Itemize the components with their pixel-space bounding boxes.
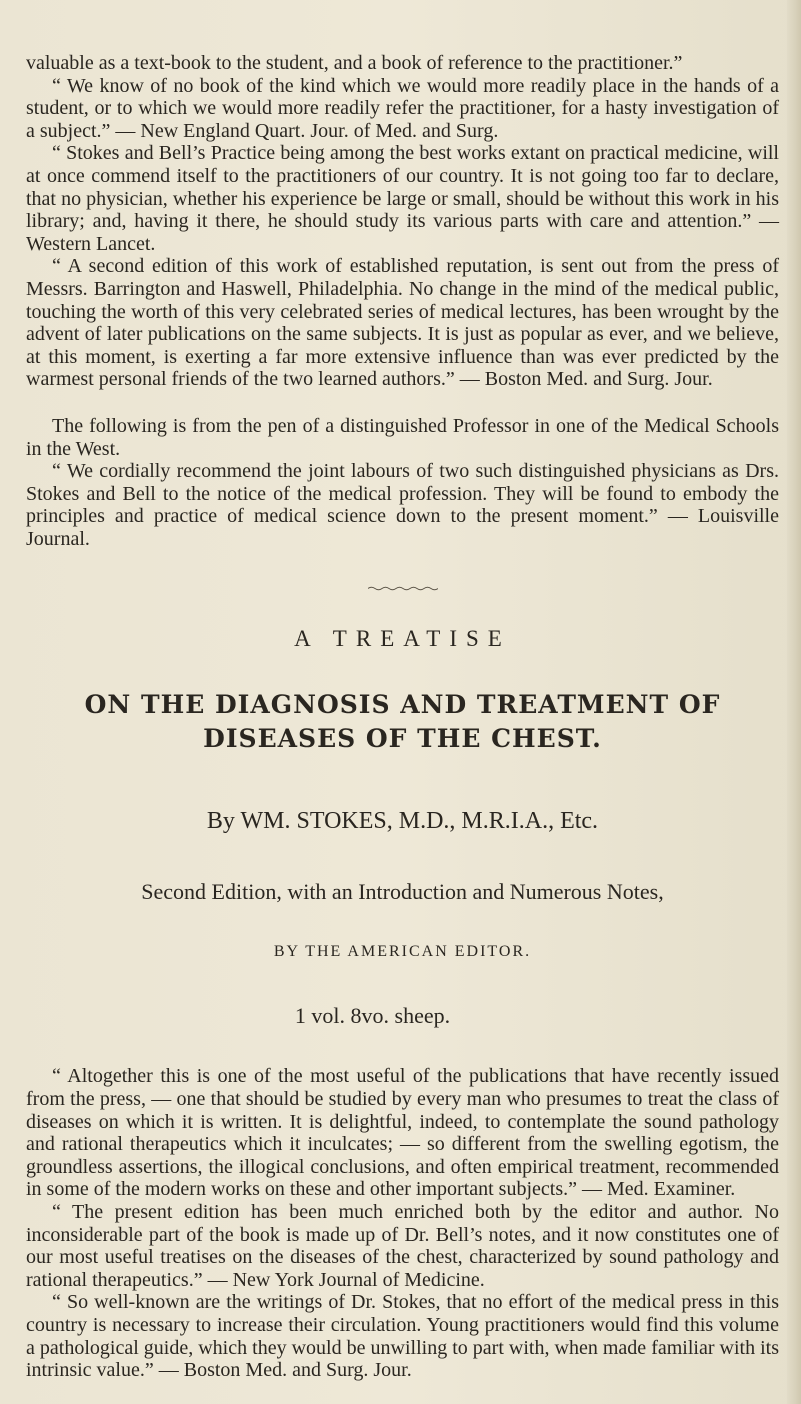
professor-intro: The following is from the pen of a distinguished Professor in one of the Medical Schools in the West.: [26, 414, 779, 460]
review-louisville: “ We cordially recommend the joint labours of two such distinguished physicians as Drs. Stokes and Bell to the notice of the medical profession. They will be found to embody the principles and practice of medical science down to the present moment.” — Louisville Journal.: [26, 460, 779, 550]
american-editor-line: BY THE AMERICAN EDITOR.: [273, 943, 532, 961]
section-heading: A TREATISE: [294, 626, 511, 652]
review-new-york: “ The present edition has been much enriched both by the editor and author. No inconsiderable part of the book is made up of Dr. Bell’s notes, and it now constitutes one of our most useful treatises on the diseases of the chest, characterized by sound pathology and rational therapeutics.” — New York Journal of Medicine.: [26, 1201, 779, 1291]
volume-line: 1 vol. 8vo. sheep.: [294, 1003, 451, 1029]
review-boston-1: “ A second edition of this work of established reputation, is sent out from the press of Messrs. Barrington and Haswell, Philadelphia. No change in the mind of the medical public, touching the worth of this very celebrated series of medical lectures, has been wrought by the advent of later publications on the same subjects. It is just as popular as ever, and we believe, at this moment, is exerting a far more extensive influence than was ever predicted by the warmest personal friends of the two learned authors.” — Boston Med. and Surg. Jour.: [26, 255, 779, 391]
divider-ornament: [368, 586, 438, 591]
review-med-examiner: “ Altogether this is one of the most useful of the publications that have recently issued from the press, — one that should be studied by every man who presumes to treat the class of diseases on which it is written. It is delightful, indeed, to contemplate the sound pathology and rational therapeutics which it inculcates; — so different from the swelling egotism, the groundless assertions, the illogical conclusions, and often empirical treatment, recommended in some of the modern works on these and other important subjects.” — Med. Examiner.: [26, 1065, 779, 1201]
review-western-lancet: “ Stokes and Bell’s Practice being among the best works extant on practical medicine, will at once commend itself to the practitioners of our country. It is not going too far to declare, that no physician, whether his experience be large or small, should be without this work in his library; and, having it there, he should study its various parts with care and attention.” — Western Lancet.: [26, 142, 779, 255]
author-byline: By WM. STOKES, M.D., M.R.I.A., Etc.: [206, 808, 599, 835]
review-continuation: valuable as a text-book to the student, and a book of reference to the practitioner.”: [26, 52, 683, 74]
review-boston-2: “ So well-known are the writings of Dr. Stokes, that no effort of the medical press in this country is necessary to increase their circulation. Young practitioners would find this volume a pathological guide, which they would be unwilling to part with, when made familiar with its intrinsic value.” — Boston Med. and Surg. Jour.: [26, 1291, 779, 1382]
book-title-line-2: DISEASES OF THE CHEST.: [203, 724, 602, 754]
book-title-line-1: ON THE DIAGNOSIS AND TREATMENT OF: [84, 690, 721, 720]
page-edge-shadow: [787, 0, 801, 1404]
edition-line: Second Edition, with an Introduction and Numerous Notes,: [141, 879, 664, 905]
review-new-england: “ We know of no book of the kind which we would more readily place in the hands of a student, or to which we would more readily refer the practitioner, for a hasty investigation of a subject.” — New England Quart. Jour. of Med. and Surg.: [26, 74, 779, 142]
book-title: [26, 688, 779, 756]
